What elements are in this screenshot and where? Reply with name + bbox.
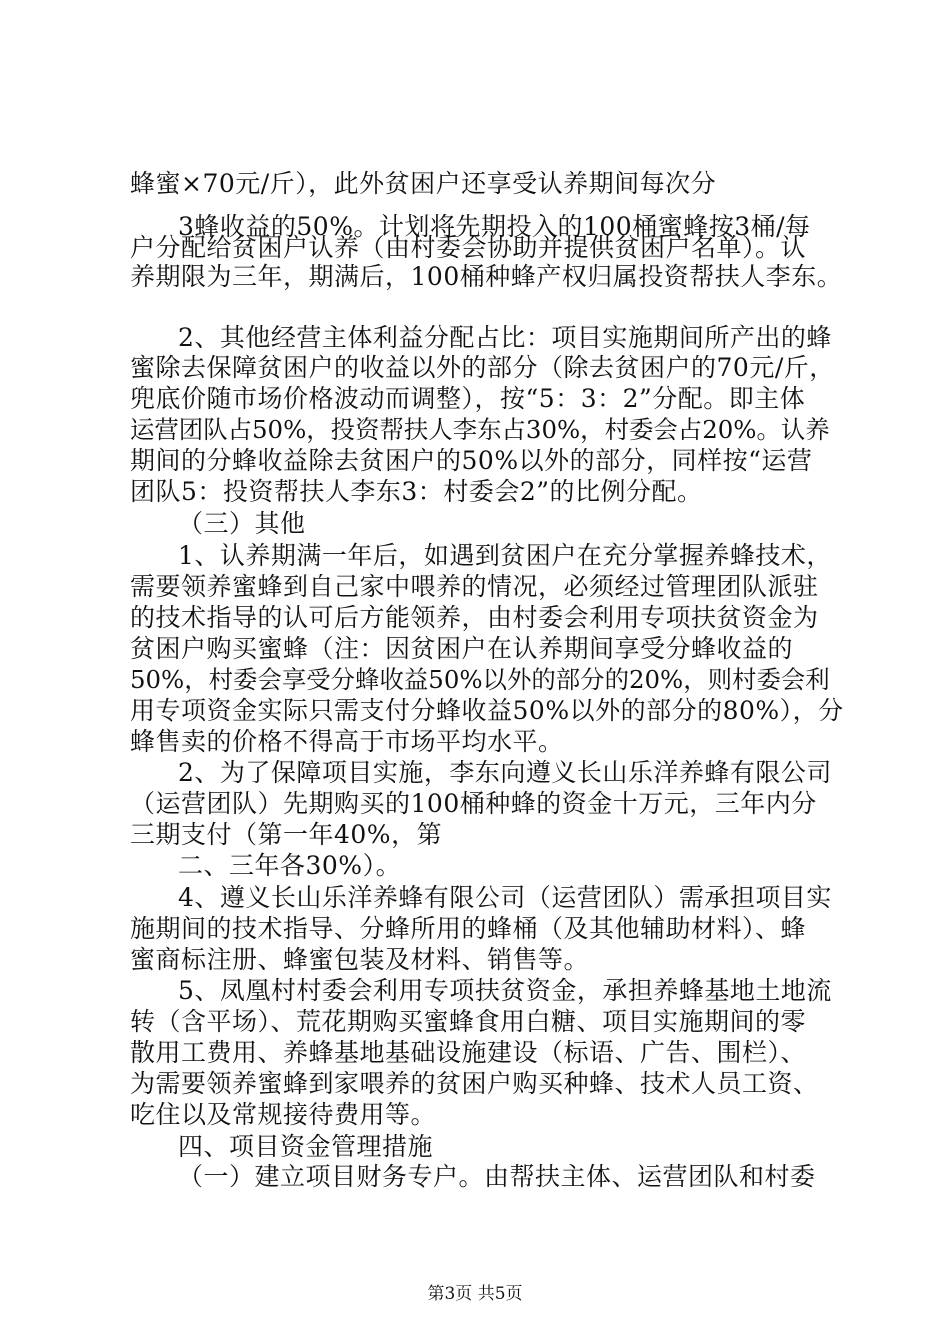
paragraph-line: 散用工费用、养蜂基地基础设施建设（标语、广告、围栏）、 (130, 1038, 807, 1067)
paragraph-line: 四、项目资金管理措施 (178, 1132, 434, 1161)
paragraph-line: 2、其他经营主体利益分配占比：项目实施期间所产出的蜂 (178, 323, 832, 352)
paragraph-line: 3蜂收益的50%。计划将先期投入的100桶蜜蜂按3桶/每 (178, 212, 811, 241)
paragraph-line: 1、认养期满一年后，如遇到贫困户在充分掌握养蜂技术， (178, 541, 832, 570)
paragraph-line: （一）建立项目财务专户。由帮扶主体、运营团队和村委 (178, 1162, 816, 1191)
paragraph-line: 蜜除去保障贫困户的收益以外的部分（除去贫困户的70元/斤， (130, 353, 835, 382)
paragraph-line: 贫困户购买蜜蜂（注：因贫困户在认养期间享受分蜂收益的 (130, 634, 794, 663)
paragraph-line: 养期限为三年，期满后，100桶种蜂产权归属投资帮扶人李东。 (130, 262, 843, 291)
page-footer: 第3页 共5页 (427, 1284, 523, 1304)
paragraph-line: 施期间的技术指导、分蜂所用的蜂桶（及其他辅助材料）、蜂 (130, 914, 807, 943)
paragraph-line: 50%，村委会享受分蜂收益50%以外的部分的20%，则村委会利 (130, 665, 830, 694)
paragraph-line: 的技术指导的认可后方能领养，由村委会利用专项扶贫资金为 (130, 603, 819, 632)
paragraph-line: 蜂售卖的价格不得高于市场平均水平。 (130, 727, 564, 756)
paragraph-line: 蜜商标注册、蜂蜜包装及材料、销售等。 (130, 945, 590, 974)
paragraph-line: （三）其他 (178, 509, 306, 538)
paragraph-line: 蜂蜜×70元/斤），此外贫困户还享受认养期间每次分 (130, 169, 717, 198)
paragraph-line: 转（含平场）、荒花期购买蜜蜂食用白糖、项目实施期间的零 (130, 1007, 807, 1036)
paragraph-line: 5、凤凰村村委会利用专项扶贫资金，承担养蜂基地土地流 (178, 976, 832, 1005)
paragraph-line: 用专项资金实际只需支付分蜂收益50%以外的部分的80%），分 (130, 696, 844, 725)
paragraph-line: 户分配给贫困户认养（由村委会协助并提供贫困户名单）。认 (130, 233, 807, 262)
paragraph-line: 4、遵义长山乐洋养蜂有限公司（运营团队）需承担项目实 (178, 883, 832, 912)
paragraph-line: 2、为了保障项目实施，李东向遵义长山乐洋养蜂有限公司 (178, 758, 832, 787)
paragraph-line: 兜底价随市场价格波动而调整），按“5：3：2”分配。即主体 (130, 384, 806, 413)
paragraph-line: 需要领养蜜蜂到自己家中喂养的情况，必须经过管理团队派驻 (130, 572, 819, 601)
paragraph-line: （运营团队）先期购买的100桶种蜂的资金十万元，三年内分 (130, 789, 817, 818)
paragraph-line: 运营团队占50%，投资帮扶人李东占30%，村委会占20%。认养 (130, 415, 830, 444)
paragraph-line: 二、三年各30%）。 (178, 851, 402, 880)
paragraph-line: 三期支付（第一年40%，第 (130, 820, 443, 849)
paragraph-line: 为需要领养蜜蜂到家喂养的贫困户购买种蜂、技术人员工资、 (130, 1069, 819, 1098)
paragraph-line: 团队5：投资帮扶人李东3：村委会2”的比例分配。 (130, 477, 703, 506)
paragraph-line: 吃住以及常规接待费用等。 (130, 1100, 437, 1129)
paragraph-line: 期间的分蜂收益除去贫困户的50%以外的部分，同样按“运营 (130, 446, 813, 475)
